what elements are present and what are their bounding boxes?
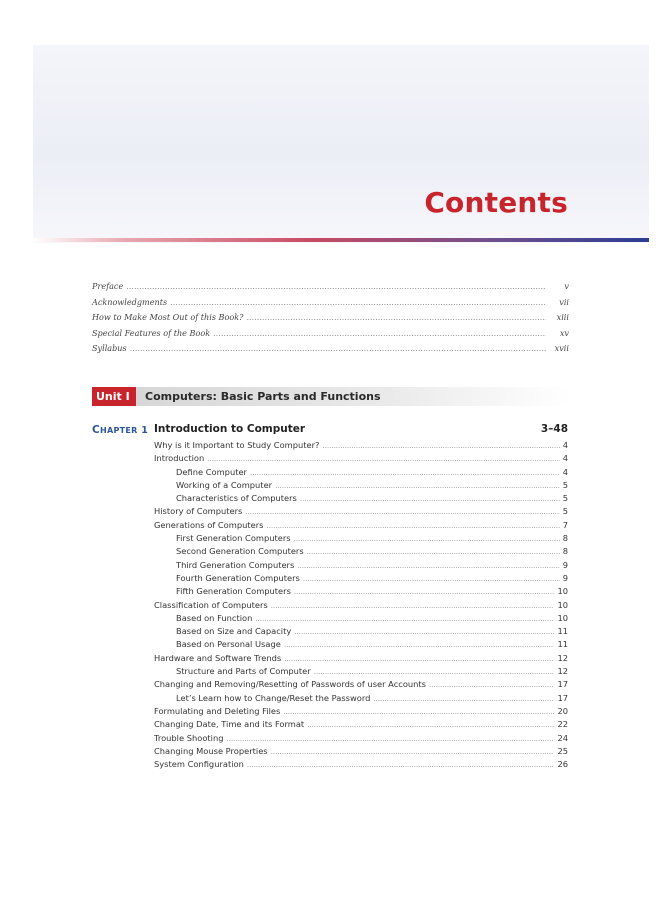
entry-page: 4 [562,440,568,450]
entry-title: Changing and Removing/Resetting of Passwords of user Accounts [154,679,427,690]
entry-page: vii [559,296,569,307]
front-matter-item[interactable] [92,281,569,297]
unit-title: Computers: Basic Parts and Functions [145,390,381,403]
entry-title: Syllabus [92,343,127,353]
dot-leader [284,641,555,649]
entry-title: Generations of Computers [154,519,264,530]
entry-title: Structure and Parts of Computer [176,666,311,677]
dot-leader [247,761,555,769]
toc-entry[interactable] [154,453,568,466]
dot-leader [322,442,559,450]
toc-entry[interactable] [154,746,568,759]
dot-leader [266,522,559,530]
entry-title: Let’s Learn how to Change/Reset the Password [176,692,371,703]
chapter-label: CHAPTER 1 [92,424,149,436]
dot-leader [126,281,546,291]
dot-leader [300,495,560,503]
entry-page: 8 [562,533,568,544]
unit-label: Unit I [92,387,136,406]
entry-page: 10 [557,599,568,610]
chapter-pages: 3–48 [540,423,568,435]
dot-leader [170,297,546,307]
entry-title: Hardware and Software Trends [154,652,282,663]
toc-entry[interactable] [154,653,568,666]
toc-entry[interactable] [154,480,568,493]
entry-page: 8 [562,546,568,557]
toc-entry[interactable] [154,626,568,639]
dot-leader [271,748,555,756]
entry-title: Third Generation Computers [176,559,295,570]
entry-page: xv [559,327,569,338]
entry-page: 11 [557,639,568,650]
entry-page: 9 [562,559,568,570]
toc-list [154,440,568,772]
toc-entry[interactable] [154,719,568,732]
entry-page: 17 [557,679,568,690]
toc-entry[interactable] [154,693,568,706]
unit-header [92,387,572,406]
entry-title: Second Generation Computers [176,546,304,557]
entry-title: Based on Personal Usage [176,639,281,650]
entry-page: 7 [562,519,568,530]
dot-leader [250,469,560,477]
entry-title: Based on Function [176,612,253,623]
dot-leader [303,575,560,583]
dot-leader [207,455,559,463]
toc-entry[interactable] [154,733,568,746]
dot-leader [283,708,554,716]
entry-page: 4 [562,453,568,464]
dot-leader [429,681,554,689]
toc-entry[interactable] [154,613,568,626]
toc-entry[interactable] [154,546,568,559]
entry-title: System Configuration [154,759,244,770]
entry-page: 20 [557,705,568,716]
entry-title: Based on Size and Capacity [176,626,292,637]
dot-leader [314,668,555,676]
entry-title: Working of a Computer [176,479,273,490]
entry-title: Acknowledgments [92,296,168,307]
entry-page: 26 [557,759,568,770]
entry-page: xvii [554,343,569,353]
header-rule [33,238,649,242]
entry-page: 10 [557,612,568,623]
entry-title: Characteristics of Computers [176,493,297,504]
entry-page: 10 [557,586,568,597]
dot-leader [294,588,555,596]
toc-entry[interactable] [154,706,568,719]
entry-page: 17 [557,692,568,703]
entry-page: 22 [557,719,568,730]
entry-page: 24 [557,732,568,743]
entry-page: 12 [557,666,568,677]
dot-leader [130,343,546,353]
dot-leader [275,482,560,490]
page-title: Contents [424,186,568,219]
dot-leader [297,562,559,570]
dot-leader [255,615,554,623]
toc-entry[interactable] [154,520,568,533]
entry-title: Changing Date, Time and its Format [154,719,305,730]
toc-entry[interactable] [154,666,568,679]
toc-entry[interactable] [154,506,568,519]
toc-entry[interactable] [154,573,568,586]
entry-page: 9 [562,572,568,583]
toc-entry[interactable] [154,560,568,573]
front-matter-item[interactable] [92,297,569,313]
entry-page: 12 [557,652,568,663]
entry-title: Formulating and Deleting Files [154,705,281,716]
toc-entry[interactable] [154,639,568,652]
entry-title: Fourth Generation Computers [176,572,300,583]
toc-entry[interactable] [154,600,568,613]
entry-page: xiii [556,312,569,322]
front-matter-item[interactable] [92,343,569,359]
entry-title: Classification of Computers [154,599,268,610]
chapter-title[interactable]: Introduction to Computer [154,423,306,435]
dot-leader [307,548,560,556]
front-matter-item[interactable] [92,312,569,328]
dot-leader [373,695,554,703]
dot-leader [213,328,546,338]
front-matter-item[interactable] [92,328,569,344]
dot-leader [294,535,560,543]
entry-page: v [564,281,569,291]
front-matter-list [92,281,569,359]
entry-title: Preface [92,281,124,291]
entry-page: 25 [557,745,568,756]
toc-entry[interactable] [154,759,568,772]
toc-entry[interactable] [154,533,568,546]
dot-leader [294,628,554,636]
toc-entry[interactable] [154,493,568,506]
dot-leader [227,735,555,743]
dot-leader [284,655,554,663]
entry-title: Define Computer [176,466,247,477]
entry-title: How to Make Most Out of this Book? [92,312,244,322]
entry-title: First Generation Computers [176,533,291,544]
entry-page: 4 [562,466,568,477]
entry-title: Fifth Generation Computers [176,586,291,597]
entry-title: Why is it Important to Study Computer? [154,440,320,450]
entry-title: Changing Mouse Properties [154,745,268,756]
entry-title: History of Computers [154,506,243,517]
entry-page: 11 [557,626,568,637]
dot-leader [245,508,559,516]
toc-entry[interactable] [154,467,568,480]
toc-entry[interactable] [154,679,568,692]
entry-title: Introduction [154,453,205,464]
entry-page: 5 [562,479,568,490]
dot-leader [271,602,555,610]
dot-leader [307,721,554,729]
entry-title: Trouble Shooting [154,732,224,743]
entry-page: 5 [562,493,568,504]
entry-title: Special Features of the Book [92,327,211,338]
toc-entry[interactable] [154,586,568,599]
dot-leader [246,312,546,322]
entry-page: 5 [562,506,568,517]
toc-entry[interactable] [154,440,568,453]
